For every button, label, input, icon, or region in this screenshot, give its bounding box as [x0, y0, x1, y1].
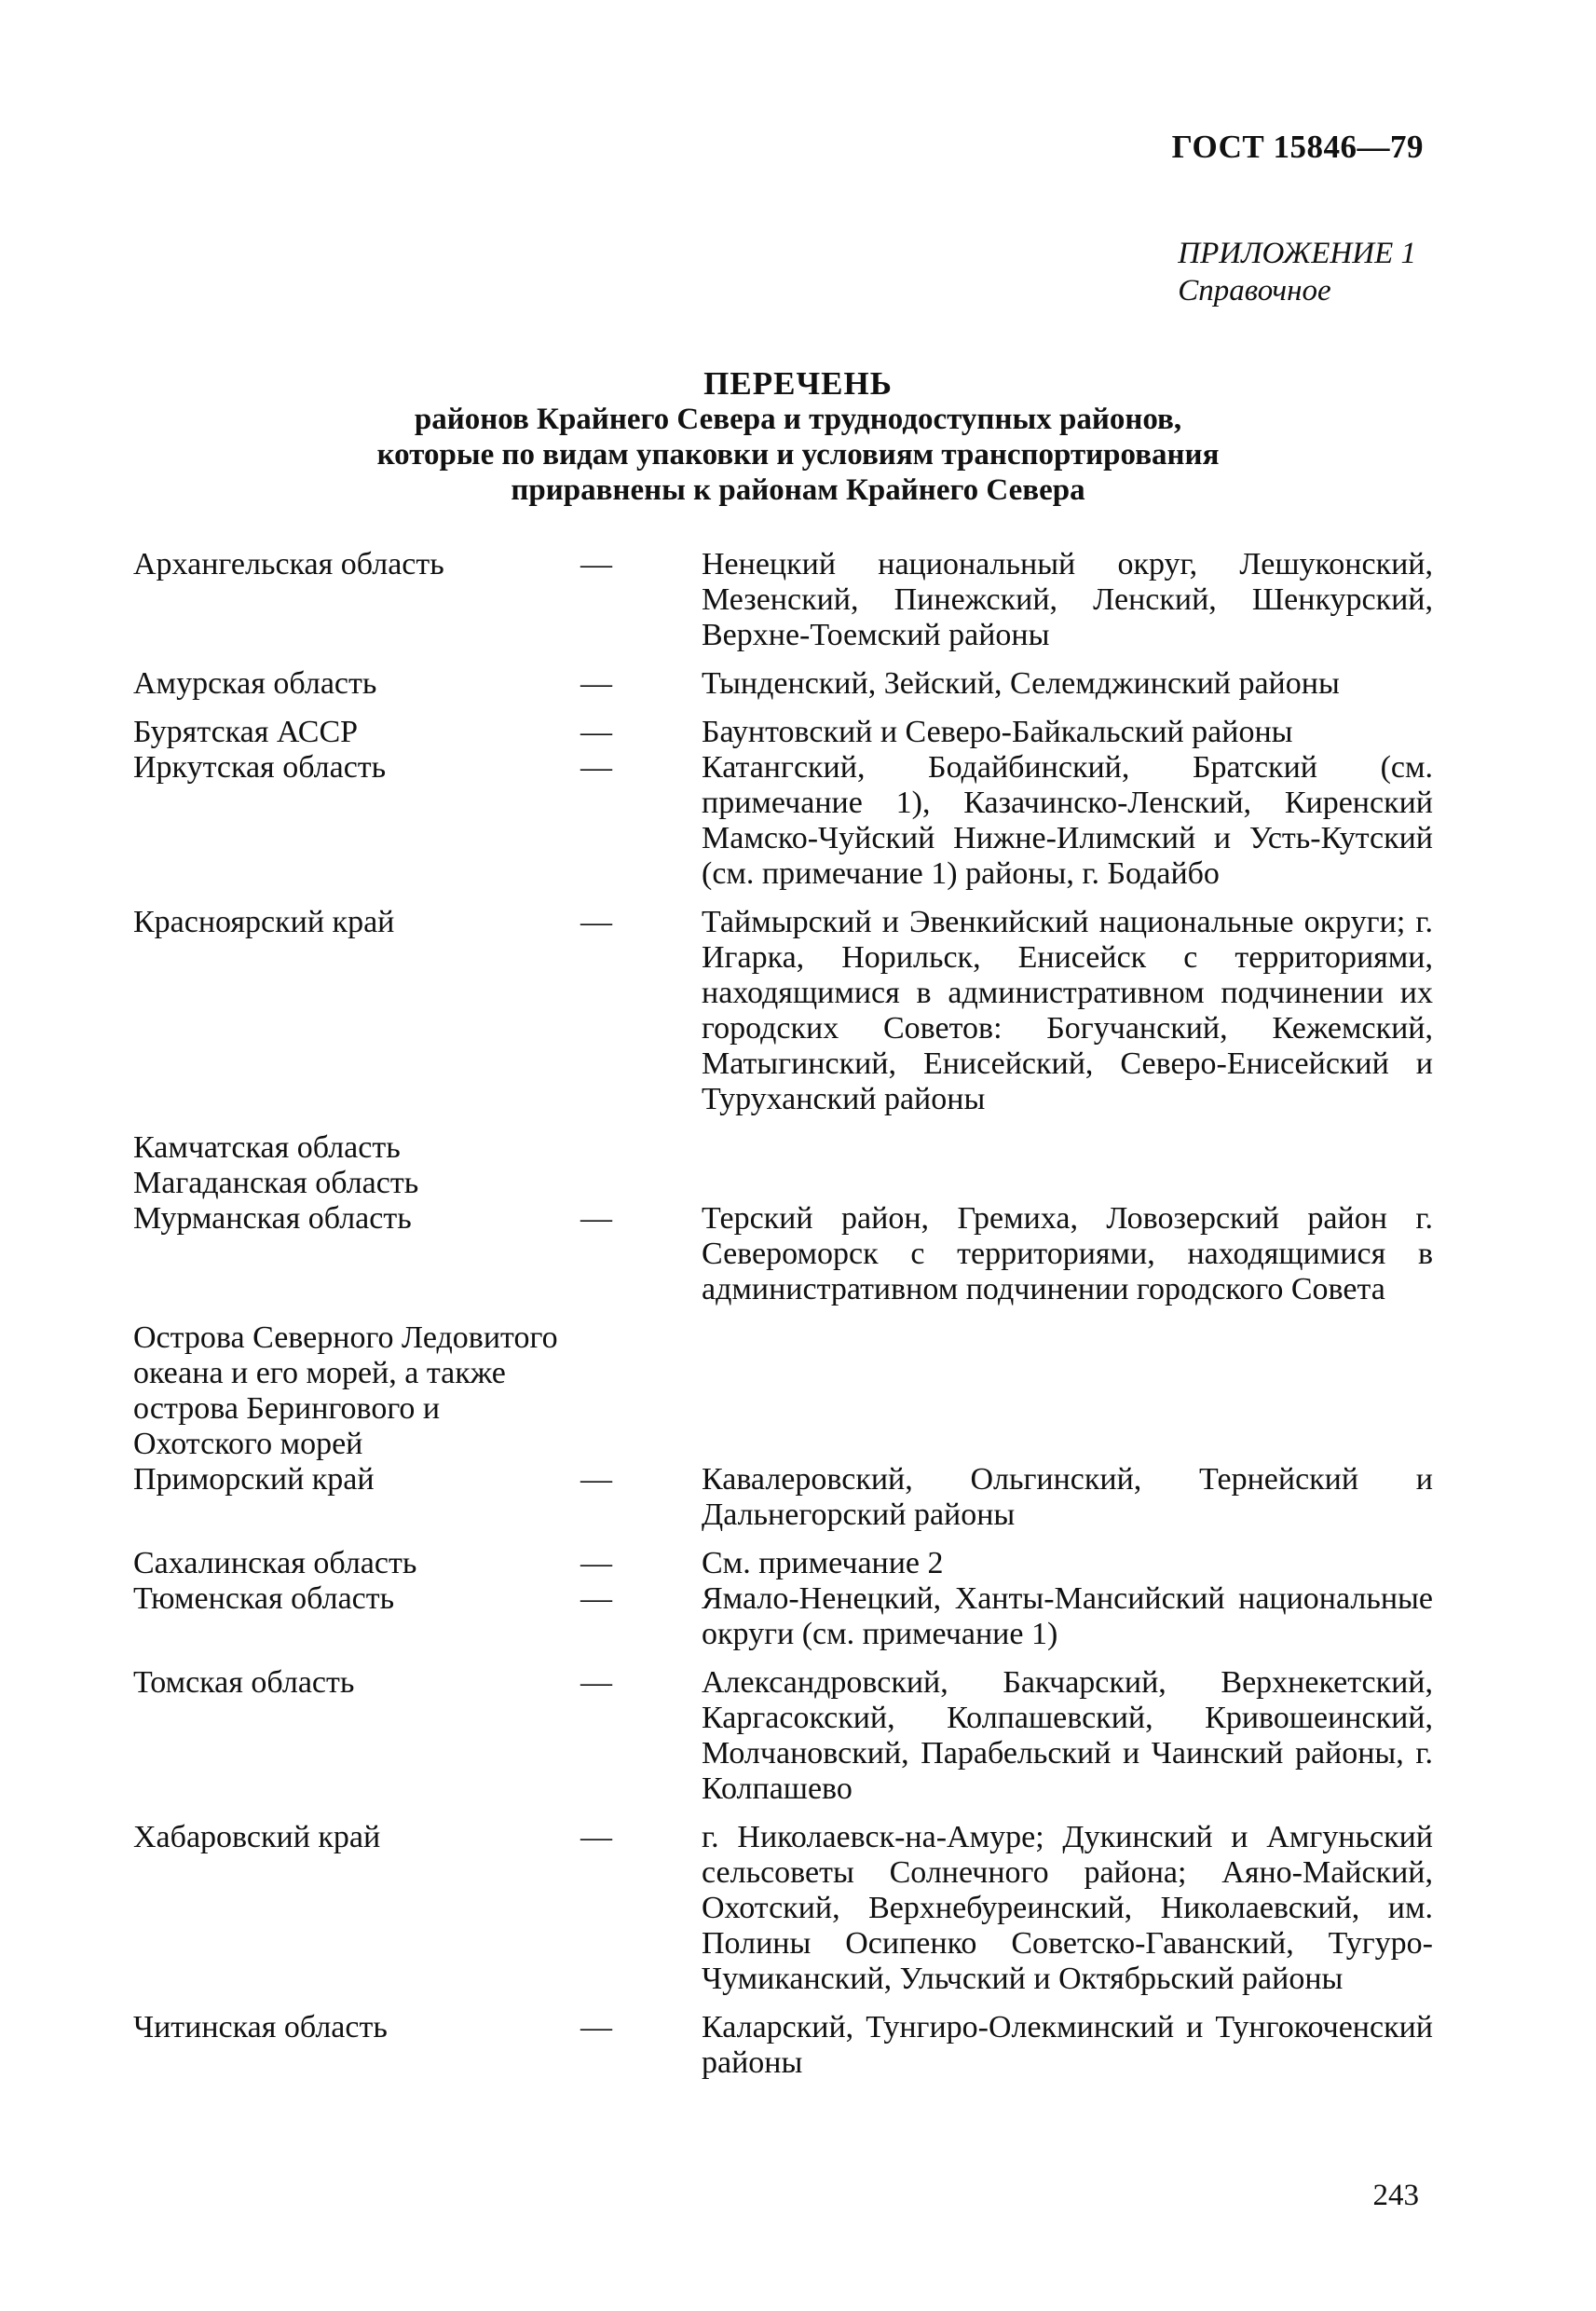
district-list: Катангский, Бодайбинский, Братский (см. примечание 1), Казачинско-Ленский, Киренский Мамско-Чуйский Нижне-Илимский и Усть-Кутский (см. примечание 1) районы, г. Бодайбо [702, 750, 1433, 891]
title-line-1: районов Крайнего Севера и труднодоступных районов, [414, 403, 1182, 436]
list-item [133, 1665, 1433, 1807]
dash-separator: — [580, 1665, 612, 1700]
district-list: Терский район, Гремиха, Ловозерский район г. Североморск с территориями, находящимися в административном подчинении городского Совета [702, 1201, 1433, 1306]
list-item [133, 666, 1433, 702]
standard-number: ГОСТ 15846—79 [1171, 129, 1424, 165]
district-list: Баунтовский и Северо-Байкальский районы [702, 715, 1293, 749]
list-item [133, 1820, 1433, 1997]
dash-separator: — [580, 547, 612, 581]
dash-separator: — [580, 905, 612, 939]
district-list: Ненецкий национальный округ, Лешуконский, Мезенский, Пинежский, Ленский, Шенкурский, Верхне-Тоемский районы [702, 547, 1433, 652]
district-list: Каларский, Тунгиро-Олекминский и Тунгокоченский районы [702, 2010, 1433, 2080]
region-name: Приморский край [133, 1462, 375, 1497]
list-item [133, 1546, 1433, 1581]
list-item [133, 1130, 1433, 1166]
list-item [133, 1581, 1433, 1652]
region-name: Мурманская область [133, 1201, 412, 1236]
list-item [133, 2010, 1433, 2081]
list-item [133, 905, 1433, 1117]
list-item [133, 1166, 1433, 1201]
dash-separator: — [580, 715, 612, 749]
district-list: Ямало-Ненецкий, Ханты-Мансийский национальные округи (см. примечание 1) [702, 1581, 1433, 1651]
region-name: Тюменская область [133, 1581, 395, 1616]
region-name: Острова Северного Ледовитого океана и его морей, а также острова Берингового и Охотского морей [133, 1320, 558, 1461]
region-name: Бурятская АССР [133, 715, 359, 749]
district-list: Таймырский и Эвенкийский национальные округи; г. Игарка, Норильск, Енисейск с территориями, находящимися в административном подчинении их городских Советов: Богучанский, Кежемский, Матыгинский, Енисейский, Северо-Енисейский и Туруханский районы [702, 905, 1433, 1116]
appendix-label: ПРИЛОЖЕНИЕ 1 [1178, 237, 1416, 270]
list-item [133, 1320, 1433, 1462]
dash-separator: — [580, 2010, 612, 2044]
region-name: Иркутская область [133, 750, 387, 785]
dash-separator: — [580, 1546, 612, 1580]
district-list: Александровский, Бакчарский, Верхнекетский, Каргасокский, Колпашевский, Кривошеинский, Молчановский, Парабельский и Чаинский районы, г. Колпашево [702, 1665, 1433, 1806]
page-number: 243 [1372, 2179, 1419, 2212]
region-name: Амурская область [133, 666, 377, 701]
list-item [133, 1462, 1433, 1533]
dash-separator: — [580, 666, 612, 701]
document-title [0, 366, 1596, 508]
appendix-type: Справочное [1178, 274, 1331, 308]
region-name: Магаданская область [133, 1166, 419, 1200]
dash-separator: — [580, 1201, 612, 1236]
list-item [133, 1201, 1433, 1307]
district-list: Кавалеровский, Ольгинский, Тернейский и Дальнегорский районы [702, 1462, 1433, 1532]
region-name: Хабаровский край [133, 1820, 381, 1854]
list-item [133, 547, 1433, 653]
title-line-2: которые по видам упаковки и условиям транспортирования [376, 438, 1220, 472]
district-list: Тынденский, Зейский, Селемджинский районы [702, 666, 1340, 701]
dash-separator: — [580, 750, 612, 785]
district-list: г. Николаевск-на-Амуре; Дукинский и Амгуньский сельсоветы Солнечного района; Аяно-Майский, Охотский, Верхнебуреинский, Николаевский, им. Полины Осипенко Советско-Гаванский, Тугуро-Чумиканский, Ульчский и Октябрьский районы [702, 1820, 1433, 1996]
region-name: Камчатская область [133, 1130, 401, 1165]
region-list [133, 547, 1433, 2081]
title-main: ПЕРЕЧЕНЬ [703, 365, 893, 402]
region-name: Архангельская область [133, 547, 444, 581]
title-line-3: приравнены к районам Крайнего Севера [511, 473, 1085, 507]
region-name: Сахалинская область [133, 1546, 417, 1580]
dash-separator: — [580, 1581, 612, 1616]
list-item [133, 715, 1433, 750]
list-item [133, 750, 1433, 892]
dash-separator: — [580, 1462, 612, 1497]
region-name: Красноярский край [133, 905, 395, 939]
dash-separator: — [580, 1820, 612, 1854]
appendix-label-block [1178, 235, 1416, 309]
region-name: Читинская область [133, 2010, 388, 2044]
region-name: Томская область [133, 1665, 355, 1700]
district-list: См. примечание 2 [702, 1546, 944, 1580]
